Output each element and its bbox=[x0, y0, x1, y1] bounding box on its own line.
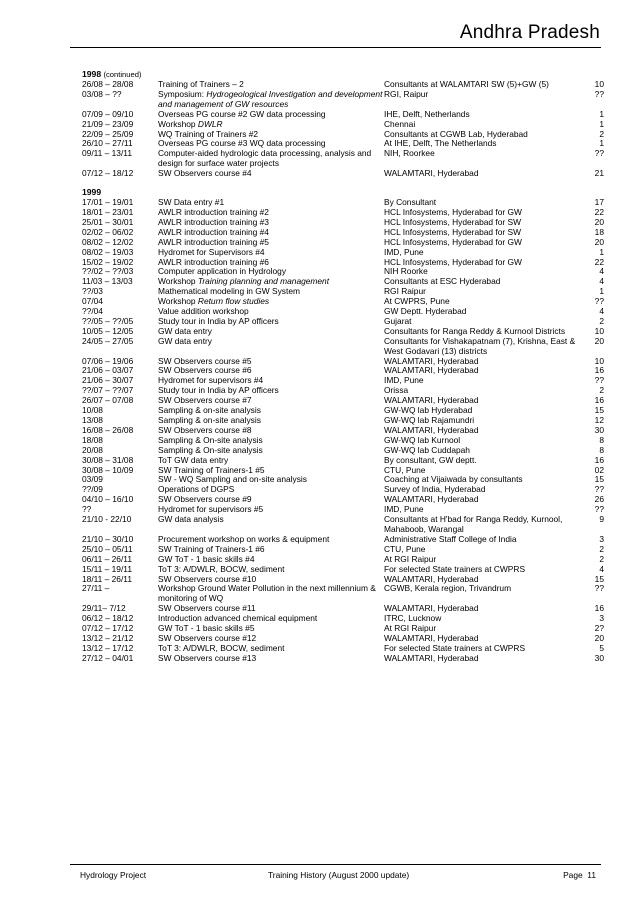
participants-cell: 1 bbox=[599, 108, 604, 119]
location-cell: CGWB, Kerala region, Trivandrum bbox=[384, 583, 512, 594]
location-cell: NIH Roorke bbox=[384, 266, 428, 277]
participants-cell: 2? bbox=[594, 623, 604, 634]
participants-cell: 2 bbox=[599, 385, 604, 396]
location-cell: IMD, Pune bbox=[384, 504, 424, 515]
location-cell: HCL Infosystems, Hyderabad for GW bbox=[384, 256, 522, 267]
date-cell: 03/09 bbox=[82, 474, 103, 485]
date-cell: ??/04 bbox=[82, 306, 103, 317]
location-cell: IMD, Pune bbox=[384, 246, 424, 257]
course-italic-title: Hydrogeological Investigation and development and management of GW resources bbox=[158, 88, 383, 109]
location-cell: At RGI Raipur bbox=[384, 553, 437, 564]
location-cell: For selected State trainers at CWPRS bbox=[384, 563, 526, 574]
participants-cell: 8 bbox=[599, 434, 604, 445]
course-cell: Mathematical modeling in GW System bbox=[158, 286, 300, 297]
participants-cell: 1 bbox=[599, 246, 604, 257]
year-label: 1999 bbox=[82, 187, 102, 198]
date-cell: 30/08 – 31/08 bbox=[82, 454, 134, 465]
location-cell: Survey of India, Hyderabad bbox=[384, 484, 486, 495]
participants-cell: 8 bbox=[599, 444, 604, 455]
year-label: 1998 bbox=[82, 69, 102, 79]
date-cell: ??/09 bbox=[82, 484, 103, 495]
participants-cell: 4 bbox=[599, 306, 604, 317]
course-cell: AWLR introduction training #6 bbox=[158, 256, 269, 267]
date-cell: 24/05 – 27/05 bbox=[82, 335, 134, 346]
date-cell: 26/10 – 27/11 bbox=[82, 138, 133, 149]
course-cell: SW Observers course #10 bbox=[158, 573, 257, 584]
table-row bbox=[82, 565, 604, 575]
date-cell: 26/08 – 28/08 bbox=[82, 79, 134, 89]
location-cell: IHE, Delft, Netherlands bbox=[384, 108, 470, 119]
participants-cell: 1 bbox=[599, 286, 604, 297]
location-cell: Consultants at ESC Hyderabad bbox=[384, 276, 501, 287]
participants-cell: ?? bbox=[594, 148, 604, 159]
participants-cell: 10 bbox=[594, 79, 604, 89]
course-cell: Operations of DGPS bbox=[158, 484, 235, 495]
location-cell: WALAMTARI, Hyderabad bbox=[384, 494, 479, 505]
date-cell: 07/09 – 09/10 bbox=[82, 108, 134, 119]
date-cell: 07/12 – 17/12 bbox=[82, 623, 134, 634]
date-cell: 25/01 – 30/01 bbox=[82, 216, 134, 227]
participants-cell: 16 bbox=[594, 365, 604, 376]
course-cell: SW Data entry #1 bbox=[158, 197, 225, 208]
location-cell: HCL Infosystems, Hyderabad for SW bbox=[384, 216, 521, 227]
course-prefix: Symposium: bbox=[158, 88, 207, 99]
footer-divider bbox=[70, 864, 601, 865]
header-divider bbox=[70, 47, 601, 48]
course-cell: SW Observers course #11 bbox=[158, 603, 256, 614]
date-cell: 18/08 bbox=[82, 434, 103, 445]
location-cell: WALAMTARI, Hyderabad bbox=[384, 355, 479, 366]
course-prefix: Workshop bbox=[158, 296, 198, 307]
location-cell: Administrative Staff College of India bbox=[384, 533, 517, 544]
participants-cell: 20 bbox=[594, 236, 604, 247]
section-gap bbox=[82, 179, 604, 187]
date-cell: 25/10 – 05/11 bbox=[82, 543, 133, 554]
date-cell: 21/06 – 30/07 bbox=[82, 375, 134, 386]
date-cell: 21/10 - 22/10 bbox=[82, 514, 132, 525]
participants-cell: 22 bbox=[594, 206, 604, 217]
participants-cell: 4 bbox=[599, 276, 604, 287]
course-cell: SW Training of Trainers-1 #6 bbox=[158, 543, 265, 554]
participants-cell: 15 bbox=[594, 573, 604, 584]
location-cell: CTU, Pune bbox=[384, 464, 426, 475]
date-cell: ??/05 – ??/05 bbox=[82, 315, 134, 326]
participants-cell: 21 bbox=[594, 168, 604, 179]
date-cell: 09/11 – 13/11 bbox=[82, 148, 132, 159]
footer-project: Hydrology Project bbox=[80, 870, 147, 880]
course-cell: Sampling & On-site analysis bbox=[158, 434, 263, 445]
date-cell: 16/08 – 26/08 bbox=[82, 424, 134, 435]
date-cell: 10/05 – 12/05 bbox=[82, 325, 134, 336]
location-cell: WALAMTARI, Hyderabad bbox=[384, 652, 479, 663]
location-cell: By consultant, GW deptt. bbox=[384, 454, 477, 465]
date-cell: 21/09 – 23/09 bbox=[82, 118, 134, 129]
course-cell: Sampling & on-site analysis bbox=[158, 405, 261, 416]
date-cell: 18/01 – 23/01 bbox=[82, 206, 134, 217]
date-cell: 27/11 – bbox=[82, 583, 110, 594]
location-cell: Coaching at Vijaiwada by consultants bbox=[384, 474, 523, 485]
course-cell: SW Observers course #12 bbox=[158, 632, 257, 643]
footer-document-title: Training History (August 2000 update) bbox=[268, 870, 410, 880]
course-cell: AWLR introduction training #2 bbox=[158, 206, 269, 217]
course-cell: GW ToT - 1 basic skills #4 bbox=[158, 553, 255, 564]
location-cell: RGI Raipur bbox=[384, 286, 426, 297]
course-cell: Hydromet for supervisors #4 bbox=[158, 375, 264, 386]
date-cell: ?? bbox=[82, 504, 92, 515]
location-cell: WALAMTARI, Hyderabad bbox=[384, 365, 479, 376]
location-cell: HCL Infosystems, Hyderabad for GW bbox=[384, 206, 522, 217]
course-cell: GW ToT - 1 basic skills #5 bbox=[158, 623, 255, 634]
location-cell: Chennai bbox=[384, 118, 416, 129]
date-cell: 03/08 – ?? bbox=[82, 88, 122, 99]
course-cell: Study tour in India by AP officers bbox=[158, 385, 279, 396]
date-cell: 29/11– 7/12 bbox=[82, 603, 126, 614]
course-cell: SW Observers course #5 bbox=[158, 355, 252, 366]
course-cell: Sampling & On-site analysis bbox=[158, 444, 263, 455]
course-cell: AWLR introduction training #3 bbox=[158, 216, 269, 227]
course-cell: Study tour in India by AP officers bbox=[158, 315, 279, 326]
location-cell: NIH, Roorkee bbox=[384, 148, 435, 159]
participants-cell: 20 bbox=[594, 335, 604, 346]
table-row bbox=[82, 149, 604, 169]
date-cell: 06/12 – 18/12 bbox=[82, 613, 134, 624]
date-cell: 07/06 – 19/06 bbox=[82, 355, 134, 366]
table-row bbox=[82, 337, 604, 357]
participants-cell: 16 bbox=[594, 395, 604, 406]
location-cell: GW-WQ lab Hyderabad bbox=[384, 405, 473, 416]
table-row bbox=[82, 515, 604, 535]
participants-cell: 1 bbox=[599, 138, 604, 149]
date-cell: 20/08 bbox=[82, 444, 103, 455]
participants-cell: 2 bbox=[599, 315, 604, 326]
date-cell: ??/03 bbox=[82, 286, 103, 297]
participants-cell: 20 bbox=[594, 216, 604, 227]
course-cell: ToT 3: A/DWLR, BOCW, sediment bbox=[158, 563, 285, 574]
location-cell: GW-WQ lab Cuddapah bbox=[384, 444, 470, 455]
course-cell: WQ Training of Trainers #2 bbox=[158, 128, 259, 139]
date-cell: 13/12 – 21/12 bbox=[82, 632, 134, 643]
course-cell: SW - WQ Sampling and on-site analysis bbox=[158, 474, 307, 485]
course-cell: Introduction advanced chemical equipment bbox=[158, 613, 318, 624]
date-cell: 13/12 – 17/12 bbox=[82, 642, 134, 653]
location-cell: ITRC, Lucknow bbox=[384, 613, 442, 624]
course-cell: Overseas PG course #3 WQ data processing bbox=[158, 138, 326, 149]
participants-cell: 17 bbox=[594, 197, 604, 208]
participants-cell: 3 bbox=[599, 533, 604, 544]
location-cell: WALAMTARI, Hyderabad bbox=[384, 632, 479, 643]
course-cell: Hydromet for Supervisors #4 bbox=[158, 246, 265, 257]
page-number: 11 bbox=[587, 870, 596, 880]
location-cell: For selected State trainers at CWPRS bbox=[384, 642, 526, 653]
course-cell: Computer-aided hydrologic data processing, analysis and design for surface water projects bbox=[158, 148, 372, 169]
date-cell: 11/03 – 13/03 bbox=[82, 276, 133, 287]
participants-cell: 18 bbox=[594, 226, 604, 237]
table-row bbox=[82, 654, 604, 664]
course-cell: SW Observers course #8 bbox=[158, 424, 252, 435]
location-cell: Orissa bbox=[384, 385, 409, 396]
participants-cell: 2 bbox=[599, 553, 604, 564]
location-cell: Consultants at WALAMTARI SW (5)+GW (5) bbox=[384, 79, 549, 89]
course-cell: ToT 3: A/DWLR, BOCW, sediment bbox=[158, 642, 285, 653]
date-cell: 08/02 – 19/03 bbox=[82, 246, 134, 257]
participants-cell: 02 bbox=[594, 464, 604, 475]
course-cell: SW Training of Trainers-1 #5 bbox=[158, 464, 265, 475]
rows-1999 bbox=[82, 198, 604, 664]
date-cell: 13/08 bbox=[82, 415, 103, 425]
location-cell: At RGI Raipur bbox=[384, 623, 437, 634]
course-cell: SW Observers course #9 bbox=[158, 494, 252, 505]
continued-note: (continued) bbox=[103, 70, 142, 79]
location-cell: WALAMTARI, Hyderabad bbox=[384, 168, 479, 179]
location-cell: Consultants at CGWB Lab, Hyderabad bbox=[384, 128, 528, 139]
course-cell: Sampling & on-site analysis bbox=[158, 415, 261, 425]
location-cell: At CWPRS, Pune bbox=[384, 296, 450, 307]
footer-page bbox=[563, 870, 596, 880]
participants-cell: 9 bbox=[599, 514, 604, 525]
participants-cell: 10 bbox=[594, 325, 604, 336]
participants-cell: 16 bbox=[594, 603, 604, 614]
participants-cell: ?? bbox=[594, 583, 604, 594]
location-cell: Consultants for Ranga Reddy & Kurnool Districts bbox=[384, 325, 566, 336]
participants-cell: 3 bbox=[599, 613, 604, 624]
location-cell: IMD, Pune bbox=[384, 375, 424, 386]
training-table bbox=[82, 69, 604, 664]
course-cell: Computer application in Hydrology bbox=[158, 266, 287, 277]
date-cell: 27/12 – 04/01 bbox=[82, 652, 134, 663]
location-cell: HCL Infosystems, Hyderabad for GW bbox=[384, 236, 522, 247]
course-cell: Training of Trainers – 2 bbox=[158, 79, 244, 89]
page-header-title: Andhra Pradesh bbox=[459, 22, 600, 43]
participants-cell: 15 bbox=[594, 405, 604, 416]
course-cell: ToT GW data entry bbox=[158, 454, 229, 465]
location-cell: Consultants at H'bad for Ranga Reddy, Kurnool, Mahaboob, Warangal bbox=[384, 514, 563, 534]
participants-cell: 20 bbox=[594, 632, 604, 643]
participants-cell: 1 bbox=[599, 118, 604, 129]
course-cell: AWLR introduction training #5 bbox=[158, 236, 269, 247]
location-cell: WALAMTARI, Hyderabad bbox=[384, 424, 479, 435]
table-row bbox=[82, 584, 604, 604]
participants-cell: 2 bbox=[599, 128, 604, 139]
course-cell: GW data entry bbox=[158, 325, 212, 336]
course-cell: SW Observers course #7 bbox=[158, 395, 252, 406]
date-cell: 07/12 – 18/12 bbox=[82, 168, 134, 179]
participants-cell: 30 bbox=[594, 652, 604, 663]
table-row bbox=[82, 248, 604, 258]
location-cell: Gujarat bbox=[384, 315, 412, 326]
date-cell: 08/02 – 12/02 bbox=[82, 236, 134, 247]
location-cell: WALAMTARI, Hyderabad bbox=[384, 603, 479, 614]
course-prefix: Workshop bbox=[158, 276, 198, 287]
participants-cell: 26 bbox=[594, 494, 604, 505]
location-cell: CTU, Pune bbox=[384, 543, 426, 554]
participants-cell: ?? bbox=[594, 484, 604, 495]
location-cell: Consultants for Vishakapatnam (7), Krishna, East & West Godavari (13) districts bbox=[384, 335, 576, 356]
participants-cell: 16 bbox=[594, 454, 604, 465]
location-cell: GW-WQ lab Rajamundri bbox=[384, 415, 475, 425]
location-cell: WALAMTARI, Hyderabad bbox=[384, 573, 479, 584]
rows-1998 bbox=[82, 80, 604, 179]
location-cell: HCL Infosystems, Hyderabad for SW bbox=[384, 226, 521, 237]
table-row bbox=[82, 169, 604, 179]
participants-cell: 5 bbox=[599, 642, 604, 653]
course-cell: Procurement workshop on works & equipment bbox=[158, 533, 330, 544]
course-cell: Workshop Ground Water Pollution in the next millennium & monitoring of WQ bbox=[158, 583, 376, 604]
participants-cell: 30 bbox=[594, 424, 604, 435]
participants-cell: ?? bbox=[594, 375, 604, 386]
date-cell: 10/08 bbox=[82, 405, 103, 416]
location-cell: GW Deptt. Hyderabad bbox=[384, 306, 467, 317]
participants-cell: ?? bbox=[594, 296, 604, 307]
date-cell: 30/08 – 10/09 bbox=[82, 464, 134, 475]
participants-cell: ?? bbox=[594, 504, 604, 515]
course-prefix: Workshop bbox=[158, 118, 198, 129]
location-cell: By Consultant bbox=[384, 197, 437, 208]
date-cell: ??/02 – ??/03 bbox=[82, 266, 134, 277]
course-cell: Overseas PG course #2 GW data processing bbox=[158, 108, 326, 119]
participants-cell: 4 bbox=[599, 563, 604, 574]
date-cell: 02/02 – 06/02 bbox=[82, 226, 134, 237]
date-cell: 21/06 – 03/07 bbox=[82, 365, 134, 376]
date-cell: 26/07 – 07/08 bbox=[82, 395, 134, 406]
table-row bbox=[82, 90, 604, 110]
course-cell: Hydromet for supervisors #5 bbox=[158, 504, 264, 515]
participants-cell: 22 bbox=[594, 256, 604, 267]
course-cell: GW data analysis bbox=[158, 514, 224, 525]
location-cell: GW-WQ lab Kurnool bbox=[384, 434, 461, 445]
participants-cell: 12 bbox=[594, 415, 604, 425]
course-cell: SW Observers course #6 bbox=[158, 365, 252, 376]
course-cell: Value addition workshop bbox=[158, 306, 249, 317]
location-cell: RGI, Raipur bbox=[384, 88, 429, 99]
course-cell bbox=[158, 90, 384, 110]
course-cell: SW Observers course #13 bbox=[158, 652, 257, 663]
page-label: Page bbox=[563, 870, 583, 880]
course-italic-title: Return flow studies bbox=[197, 296, 270, 307]
participants-cell: 15 bbox=[594, 474, 604, 485]
participants-cell: 2 bbox=[599, 543, 604, 554]
date-cell: 18/11 – 26/11 bbox=[82, 573, 132, 584]
course-cell: SW Observers course #4 bbox=[158, 168, 252, 179]
course-cell: AWLR introduction training #4 bbox=[158, 226, 269, 237]
course-italic-title: Training planning and management bbox=[197, 276, 330, 287]
date-cell: ??/07 – ??/07 bbox=[82, 385, 134, 396]
date-cell: 22/09 – 25/09 bbox=[82, 128, 134, 139]
date-cell: 07/04 bbox=[82, 296, 103, 307]
date-cell: 15/02 – 19/02 bbox=[82, 256, 134, 267]
course-italic-title: DWLR bbox=[197, 118, 223, 129]
participants-cell: ?? bbox=[594, 88, 604, 99]
date-cell: 15/11 – 19/11 bbox=[82, 563, 132, 574]
date-cell: 21/10 – 30/10 bbox=[82, 533, 134, 544]
course-cell: GW data entry bbox=[158, 335, 212, 346]
participants-cell: 4 bbox=[599, 266, 604, 277]
date-cell: 04/10 – 16/10 bbox=[82, 494, 134, 505]
location-cell: At IHE, Delft, The Netherlands bbox=[384, 138, 497, 149]
date-cell: 06/11 – 26/11 bbox=[82, 553, 132, 564]
date-cell: 17/01 – 19/01 bbox=[82, 197, 134, 208]
participants-cell: 10 bbox=[594, 355, 604, 366]
location-cell: WALAMTARI, Hyderabad bbox=[384, 395, 479, 406]
